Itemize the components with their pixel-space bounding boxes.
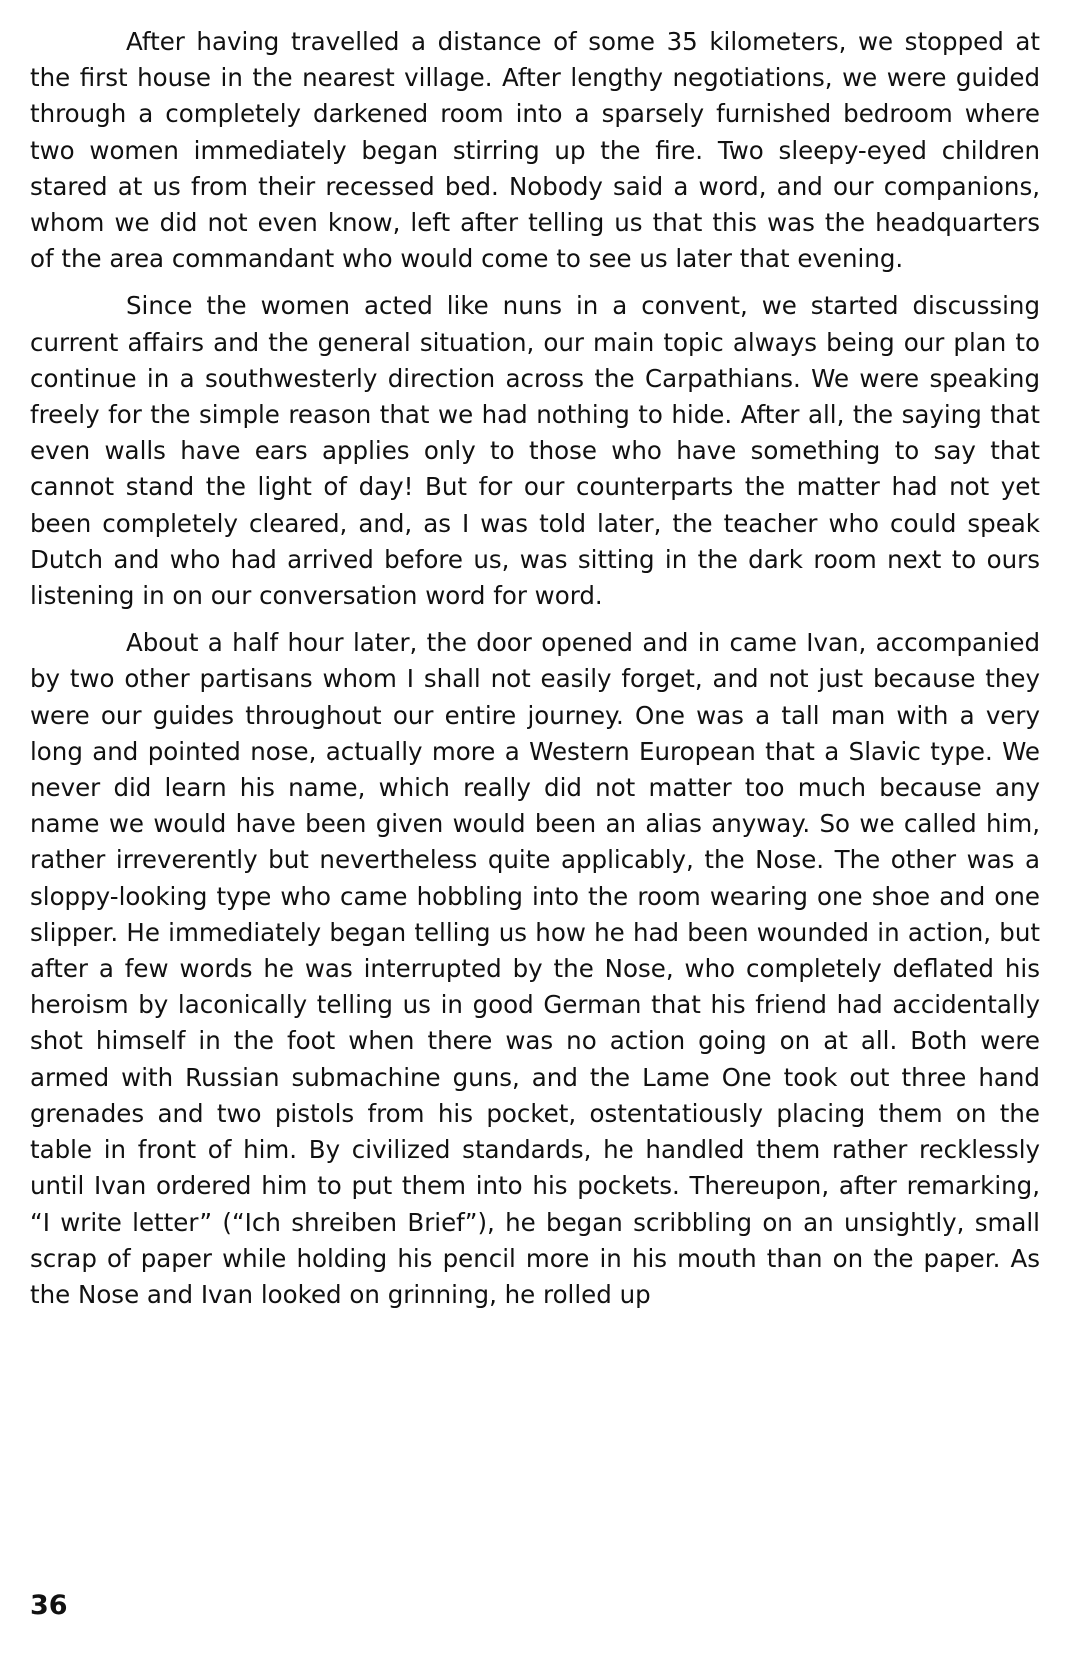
paragraph-1: After having travelled a distance of some 35 kilometers, we stopped at the first house in the nearest village. After lengthy negotiations, we were guided through a completely darkened room into a sparsely furnished bedroom where two women immediately began stirring up the fire. Two sleepy-eyed children stared at us from their recessed bed. Nobody said a word, and our companions, whom we did not even know, left after telling us that this was the headquarters of the area commandant who would come to see us later that evening. — [30, 27, 1040, 274]
paragraph-3: About a half hour later, the door opened and in came Ivan, accompanied by two other partisans whom I shall not easily forget, and not just because they were our guides throughout our entire journey. One was a tall man with a very long and pointed nose, actually more a Western European that a Slavic type. We never did learn his name, which really did not matter too much because any name we would have been given would been an alias anyway. So we called him, rather irreverently but nevertheless quite applicably, the Nose. The other was a sloppy-looking type who came hobbling into the room wearing one shoe and one slipper. He immediately began telling us how he had been wounded in action, but after a few words he was interrupted by the Nose, who completely deflated his heroism by laconically telling us in good German that his friend had accidentally shot himself in the foot when there was no action going on at all. Both were armed with Russian submachine guns, and the Lame One took out three hand grenades and two pistols from his pocket, ostentatiously placing them on the table in front of him. By civilized standards, he handled them rather recklessly until Ivan ordered him to put them into his pockets. Thereupon, after remarking, “I write letter” (“Ich shreiben Brief”), he began scribbling on an unsightly, small scrap of paper while holding his pencil more in his mouth than on the paper. As the Nose and Ivan looked on grinning, he rolled up — [30, 628, 1040, 1309]
page-number: 36 — [30, 1590, 68, 1621]
paragraph-2: Since the women acted like nuns in a convent, we started discussing current affairs and the general situation, our main topic always being our plan to continue in a southwesterly direction across the Carpathians. We were speaking freely for the simple reason that we had nothing to hide. After all, the saying that even walls have ears applies only to those who have something to say that cannot stand the light of day! But for our counterparts the matter had not yet been completely cleared, and, as I was told later, the teacher who could speak Dutch and who had arrived before us, was sitting in the dark room next to ours listening in on our conversation word for word. — [30, 291, 1040, 611]
body-text — [30, 24, 1040, 1313]
